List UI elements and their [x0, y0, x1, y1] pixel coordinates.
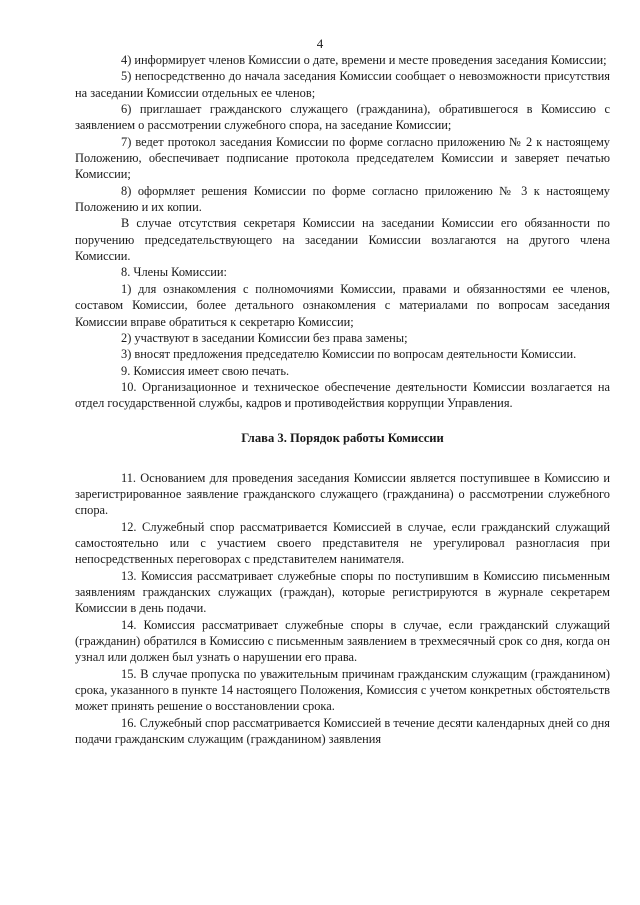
paragraph: 8) оформляет решения Комиссии по форме согласно приложению № 3 к настоящему Положению и их копии.: [75, 183, 610, 215]
paragraph: 13. Комиссия рассматривает служебные споры по поступившим в Комиссию письменным заявлениям гражданских служащих (граждан), которые регистрируются в журнале секретарем Комиссии в день подачи.: [75, 568, 610, 616]
document-body: [75, 52, 610, 747]
paragraph: 2) участвуют в заседании Комиссии без права замены;: [121, 330, 408, 345]
paragraph: 14. Комиссия рассматривает служебные споры в случае, если гражданский служащий (гражданин) обратился в Комиссию с письменным заявлением в трехмесячный срок со дня, когда он узнал или должен был узнать о нарушении его права.: [75, 617, 610, 665]
paragraph: 10. Организационное и техническое обеспечение деятельности Комиссии возлагается на отдел государственной службы, кадров и противодействия коррупции Управления.: [75, 379, 610, 411]
paragraph: 5) непосредственно до начала заседания Комиссии сообщает о невозможности присутствия на заседании Комиссии отдельных ее членов;: [75, 69, 610, 100]
paragraph: 12. Служебный спор рассматривается Комиссией в случае, если гражданский служащий самостоятельно или с участием своего представителя не урегулировал разногласия при непосредственных переговорах с представителем нанимателя.: [75, 519, 610, 567]
paragraph: 15. В случае пропуска по уважительным причинам гражданским служащим (гражданином) срока, указанного в пункте 14 настоящего Положения, Комиссия с учетом конкретных обстоятельств может принять решение о восстановлении срока.: [75, 666, 610, 714]
chapter-heading: Глава 3. Порядок работы Комиссии: [241, 430, 444, 445]
paragraph: 11. Основанием для проведения заседания Комиссии является поступившее в Комиссию и зарегистрированное заявление гражданского служащего (гражданина) о рассмотрении служебного спора.: [75, 470, 610, 518]
paragraph: В случае отсутствия секретаря Комиссии на заседании Комиссии его обязанности по поручению председательствующего на заседании Комиссии возлагаются на другого члена Комиссии.: [75, 216, 610, 264]
paragraph: 7) ведет протокол заседания Комиссии по форме согласно приложению № 2 к настоящему Положению, обеспечивает подписание протокола председателем Комиссии и заверяет печатью Комиссии;: [75, 134, 610, 182]
paragraph: 16. Служебный спор рассматривается Комиссией в течение десяти календарных дней со дня подачи гражданским служащим (гражданином) заявления: [75, 715, 610, 747]
paragraph: 6) приглашает гражданского служащего (гражданина), обратившегося в Комиссию с заявлением о рассмотрении служебного спора, на заседание Комиссии;: [75, 102, 610, 133]
paragraph: 8. Члены Комиссии:: [121, 265, 227, 280]
page-number: 4: [316, 36, 324, 51]
paragraph: 4) информирует членов Комиссии о дате, времени и месте проведения заседания Комиссии;: [121, 53, 607, 67]
paragraph: 1) для ознакомления с полномочиями Комиссии, правами и обязанностями ее членов, составом Комиссии, более детального ознакомления с материалами по вопросам заседания Комиссии вправе обратиться к секретарю Комиссии;: [75, 281, 610, 329]
paragraph: 9. Комиссия имеет свою печать.: [121, 363, 290, 378]
paragraph: 3) вносят предложения председателю Комиссии по вопросам деятельности Комиссии.: [121, 347, 577, 362]
